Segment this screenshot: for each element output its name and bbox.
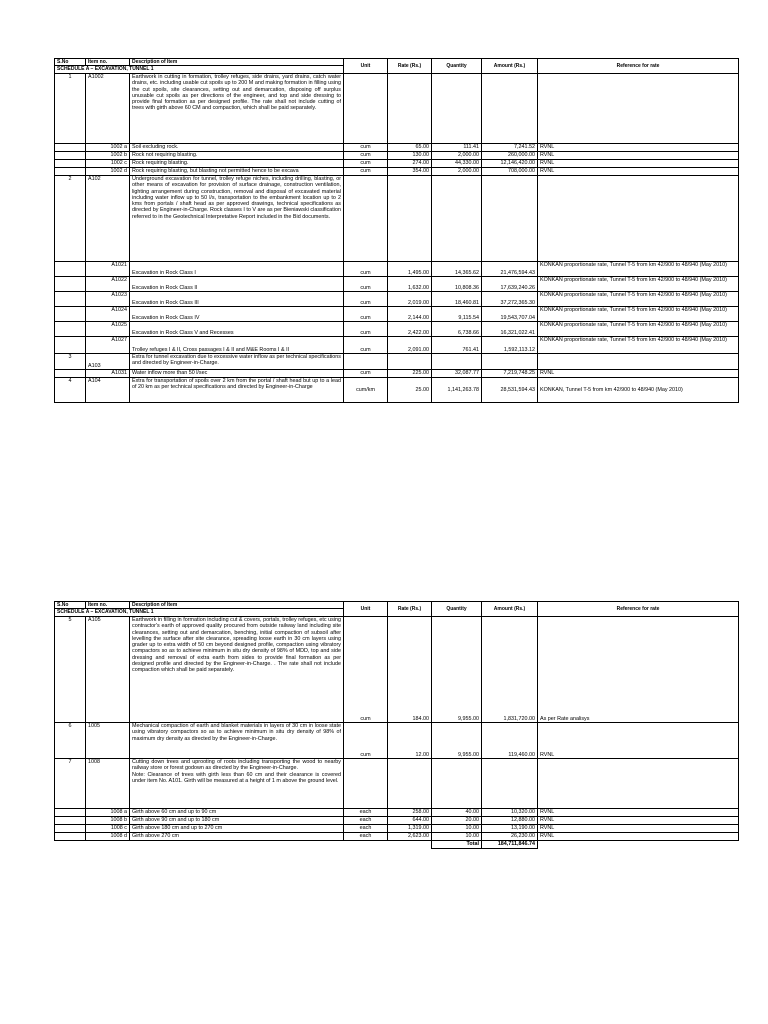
- rate: 12.00: [388, 723, 432, 759]
- reference: RVNL: [538, 152, 739, 160]
- quantity: 2,000.00: [432, 152, 482, 160]
- item-description: Extra for transportation of spoils over 2 km from the portal / shaft head but up to a lead of 20 km as per technical specifications and directed by Engineer-in-Charge: [130, 378, 344, 403]
- boq-table-2: [54, 601, 739, 849]
- amount: 10,320.00: [482, 809, 538, 817]
- quantity: 14,365.62: [432, 262, 482, 277]
- unit: cum: [344, 152, 388, 160]
- quantity: 18,460.81: [432, 292, 482, 307]
- rate: 2,091.00: [388, 337, 432, 354]
- quantity: 10,808.36: [432, 277, 482, 292]
- sno: 5: [55, 617, 86, 723]
- reference: As per Rate analisys: [538, 617, 739, 723]
- item-no: A103: [86, 354, 130, 370]
- schedule-title: SCHEDULE A – EXCAVATION, TUNNEL 1: [55, 66, 344, 74]
- total-label: Total: [432, 841, 482, 849]
- amount: 12,146,420.00: [482, 160, 538, 168]
- quantity: 10.00: [432, 833, 482, 841]
- item-description: Girth above 60 cm and up to 90 cm: [130, 809, 344, 817]
- sno: 2: [55, 176, 86, 262]
- unit: cum: [344, 723, 388, 759]
- rate: 25.00: [388, 378, 432, 403]
- item-description: Rock requiring blasting, but blasting not permitted hence to be excava: [130, 168, 344, 176]
- table-row: [55, 160, 739, 168]
- header-reference: Reference for rate: [538, 59, 739, 74]
- item-description: Excavation in Rock Class I: [130, 262, 344, 277]
- unit: cum: [344, 160, 388, 168]
- sno: 6: [55, 723, 86, 759]
- quantity: 6,738.66: [432, 322, 482, 337]
- rate: 65.00: [388, 144, 432, 152]
- item-no: A104: [86, 378, 130, 403]
- rate: 2,144.00: [388, 307, 432, 322]
- unit: cum: [344, 262, 388, 277]
- unit: each: [344, 833, 388, 841]
- reference: KONKAN proportionate rate, Tunnel T-5 from km 42/900 to 48/940 (May 2010): [538, 307, 739, 322]
- unit: cum/km: [344, 378, 388, 403]
- header-sno: S.No: [55, 59, 86, 66]
- sno: 7: [55, 759, 86, 809]
- reference: RVNL: [538, 825, 739, 833]
- amount: 37,272,365.30: [482, 292, 538, 307]
- reference: RVNL: [538, 817, 739, 825]
- unit: cum: [344, 277, 388, 292]
- table-row: [55, 370, 739, 378]
- unit: cum: [344, 168, 388, 176]
- quantity: 761.41: [432, 337, 482, 354]
- amount: 16,321,022.41: [482, 322, 538, 337]
- item-description: Rock not requiring blasting.: [130, 152, 344, 160]
- rate: 2,623.00: [388, 833, 432, 841]
- quantity: 1,141,263.78: [432, 378, 482, 403]
- item-no: 1005: [86, 723, 130, 759]
- item-description: Underground excavation for tunnel, trolley refuge niches, including drilling, blasting, or other means of excavation for provision of surface drainage, construction ventilation, lighting arrangement during construction, removal and disposal of excavated material including water inflow up to 50 l/s, transportation to the embankment location up to 2 kms from portals / shaft head as per approved drawings, technical specifications as directed by Engineer-in-Charge. Rock classes I to V are as per Bieniawski classification referred to in the Geotechnical Interpretative Report included in the Bid documents.: [130, 176, 344, 262]
- table-row: [55, 307, 739, 322]
- quantity: 9,955.00: [432, 723, 482, 759]
- amount: 1,592,113.12: [482, 337, 538, 354]
- item-no: 1002 c: [86, 160, 130, 168]
- unit: cum: [344, 617, 388, 723]
- item-no: A1002: [86, 74, 130, 144]
- amount: 17,639,240.26: [482, 277, 538, 292]
- quantity: 20.00: [432, 817, 482, 825]
- schedule-title: SCHEDULE A – EXCAVATION, TUNNEL 1: [55, 609, 344, 617]
- quantity: 9,115.54: [432, 307, 482, 322]
- header-description: Description of Item: [130, 59, 344, 66]
- sno: 1: [55, 74, 86, 144]
- item-description: Girth above 270 cm: [130, 833, 344, 841]
- rate: 1,319.00: [388, 825, 432, 833]
- rate: 644.00: [388, 817, 432, 825]
- header-description: Description of Item: [130, 602, 344, 609]
- unit: cum: [344, 370, 388, 378]
- header-quantity: Quantity: [432, 59, 482, 74]
- item-no: A1025: [86, 322, 130, 337]
- reference: KONKAN, Tunnel T-5 from km 42/900 to 48/940 (May 2010): [538, 378, 739, 403]
- table-row: [55, 833, 739, 841]
- item-description-note: Note: Clearance of trees with girth less than 60 cm and their clearance is covered under item No. A101. Girth will be measured at a height of 1 m above the ground level.: [132, 771, 341, 784]
- table-row: [55, 723, 739, 759]
- reference: RVNL: [538, 168, 739, 176]
- rate: 1,495.00: [388, 262, 432, 277]
- boq-table-1: [54, 58, 739, 403]
- table-row: [55, 292, 739, 307]
- rate: 354.00: [388, 168, 432, 176]
- unit: each: [344, 809, 388, 817]
- item-no: A102: [86, 176, 130, 262]
- unit: cum: [344, 337, 388, 354]
- item-description: Excavation in Rock Class V and Recesses: [130, 322, 344, 337]
- item-description: Excavation in Rock Class II: [130, 277, 344, 292]
- item-no: A1021: [86, 262, 130, 277]
- total-row: [55, 841, 739, 849]
- item-description: Excavation in Rock Class III: [130, 292, 344, 307]
- amount: 260,000.00: [482, 152, 538, 160]
- reference: RVNL: [538, 809, 739, 817]
- unit: cum: [344, 144, 388, 152]
- quantity: 111.41: [432, 144, 482, 152]
- amount: 12,880.00: [482, 817, 538, 825]
- header-unit: Unit: [344, 59, 388, 74]
- item-description: Girth above 180 cm and up to 270 cm: [130, 825, 344, 833]
- header-reference: Reference for rate: [538, 602, 739, 617]
- quantity: 40.00: [432, 809, 482, 817]
- header-item-no: Item no.: [86, 602, 130, 609]
- item-description: Trolley refuges I & II, Cross passages I & II and M&E Rooms I & II: [130, 337, 344, 354]
- reference: KONKAN proportionate rate, Tunnel T-5 from km 42/900 to 48/940 (May 2010): [538, 262, 739, 277]
- total-value: 184,711,846.74: [482, 841, 538, 849]
- amount: 19,543,707.04: [482, 307, 538, 322]
- table-row: [55, 144, 739, 152]
- item-description-main: Cutting down trees and uprooting of roots including transporting the wood to nearby railway store or forest godown as directed by the Engineer-in-Charge.: [132, 759, 341, 772]
- table-row: [55, 168, 739, 176]
- table-row: [55, 152, 739, 160]
- sno: 3: [55, 354, 86, 370]
- item-description: Water inflow more than 50 l/sec: [130, 370, 344, 378]
- table-row: [55, 262, 739, 277]
- rate: 258.00: [388, 809, 432, 817]
- item-no: 1008: [86, 759, 130, 809]
- item-no: A1031: [86, 370, 130, 378]
- unit: each: [344, 825, 388, 833]
- item-description: Soil excluding rock.: [130, 144, 344, 152]
- table-row: [55, 322, 739, 337]
- item-no: 1002 a: [86, 144, 130, 152]
- header-rate: Rate (Rs.): [388, 602, 432, 617]
- unit: each: [344, 817, 388, 825]
- item-description: Earthwork in filling in formation including cut & covers, portals, trolley refuges, etc using contractor's earth of approved quality procured from outside railway land including site clearances, setting out and demarcation, benching, initial compaction of subsoil after levelling the surface after site clearance, spreading loose earth in 30 cm layers using grader up to extra width of 50 cm beyond designed profile, compaction using vibratory compactors so as to achieve minimum in situ dry density of 98% of MDD, top and side dressing and removal of extra earth from sides to provide final formation as per designed profile and directed by the Engineer-in-Charge. . The rate shall not include compaction which shall be paid separately.: [130, 617, 344, 723]
- reference: RVNL: [538, 160, 739, 168]
- unit: cum: [344, 307, 388, 322]
- item-description: [130, 759, 344, 809]
- reference: RVNL: [538, 723, 739, 759]
- table-row: [55, 176, 739, 262]
- unit: cum: [344, 322, 388, 337]
- item-description: Rock requiring blasting.: [130, 160, 344, 168]
- amount: 7,241.52: [482, 144, 538, 152]
- amount: 708,000.00: [482, 168, 538, 176]
- quantity: 44,330.00: [432, 160, 482, 168]
- table-row: [55, 617, 739, 723]
- header-sno: S.No: [55, 602, 86, 609]
- item-no: A1022: [86, 277, 130, 292]
- item-no: A105: [86, 617, 130, 723]
- amount: 7,219,748.25: [482, 370, 538, 378]
- table-row: [55, 277, 739, 292]
- item-no: A1024: [86, 307, 130, 322]
- table-row: [55, 817, 739, 825]
- amount: 13,190.00: [482, 825, 538, 833]
- item-no: 1008 c: [86, 825, 130, 833]
- header-amount: Amount (Rs.): [482, 602, 538, 617]
- item-no: 1008 b: [86, 817, 130, 825]
- item-description: Girth above 90 cm and up to 180 cm: [130, 817, 344, 825]
- reference: KONKAN proportionate rate, Tunnel T-5 from km 42/900 to 48/940 (May 2010): [538, 277, 739, 292]
- amount: 1,831,720.00: [482, 617, 538, 723]
- rate: 1,632.00: [388, 277, 432, 292]
- amount: 26,230.00: [482, 833, 538, 841]
- table-row: [55, 337, 739, 354]
- item-no: 1002 d: [86, 168, 130, 176]
- amount: 21,476,594.43: [482, 262, 538, 277]
- quantity: 10.00: [432, 825, 482, 833]
- rate: 2,422.00: [388, 322, 432, 337]
- header-item-no: Item no.: [86, 59, 130, 66]
- item-description: Excavation in Rock Class IV: [130, 307, 344, 322]
- item-description: Extra for tunnel excavation due to excessive water inflow as per technical specifications and directed by Engineer-in-Charge.: [130, 354, 344, 370]
- header-rate: Rate (Rs.): [388, 59, 432, 74]
- item-no: A1027: [86, 337, 130, 354]
- unit: cum: [344, 292, 388, 307]
- table-row: [55, 825, 739, 833]
- rate: 2,019.00: [388, 292, 432, 307]
- rate: 130.00: [388, 152, 432, 160]
- reference: KONKAN proportionate rate, Tunnel T-5 from km 42/900 to 48/940 (May 2010): [538, 322, 739, 337]
- header-amount: Amount (Rs.): [482, 59, 538, 74]
- table-row: [55, 354, 739, 370]
- quantity: 2,000.00: [432, 168, 482, 176]
- amount: 119,460.00: [482, 723, 538, 759]
- reference: KONKAN proportionate rate, Tunnel T-5 from km 42/900 to 48/940 (May 2010): [538, 337, 739, 354]
- item-no: 1008 d: [86, 833, 130, 841]
- sno: 4: [55, 378, 86, 403]
- reference: RVNL: [538, 370, 739, 378]
- rate: 184.00: [388, 617, 432, 723]
- item-no: 1002 b: [86, 152, 130, 160]
- table-row: [55, 759, 739, 809]
- item-no: 1008 a: [86, 809, 130, 817]
- rate: 274.00: [388, 160, 432, 168]
- header-quantity: Quantity: [432, 602, 482, 617]
- table-row: [55, 809, 739, 817]
- item-description: Mechanical compaction of earth and blanket materials in layers of 30 cm in loose state using vibratory compactors so as to achieve minimum in situ dry density of 98% of maximum dry density as directed by the Engineer-in-Charge.: [130, 723, 344, 759]
- rate: 225.00: [388, 370, 432, 378]
- item-description: Earthwork in cutting in formation, trolley refuges, side drains, yard drains, catch water drains, etc. including usable cut spoils up to 200 M and making formation in filling using the cut spoils, site clearances, setting out and demarcation, disposing off surplus unusable cut spoils as per directions of the engineer, and top and side dressing to provide final formation as per designed profile. The rate shall not include cutting of trees with girth above 60 CM and compaction, which shall be paid separately.: [130, 74, 344, 144]
- table-row: [55, 74, 739, 144]
- amount: 28,531,594.43: [482, 378, 538, 403]
- item-no: A1023: [86, 292, 130, 307]
- reference: KONKAN proportionate rate, Tunnel T-5 from km 42/900 to 48/940 (May 2010): [538, 292, 739, 307]
- table-row: [55, 378, 739, 403]
- reference: RVNL: [538, 144, 739, 152]
- header-unit: Unit: [344, 602, 388, 617]
- quantity: 9,955.00: [432, 617, 482, 723]
- quantity: 32,087.77: [432, 370, 482, 378]
- reference: RVNL: [538, 833, 739, 841]
